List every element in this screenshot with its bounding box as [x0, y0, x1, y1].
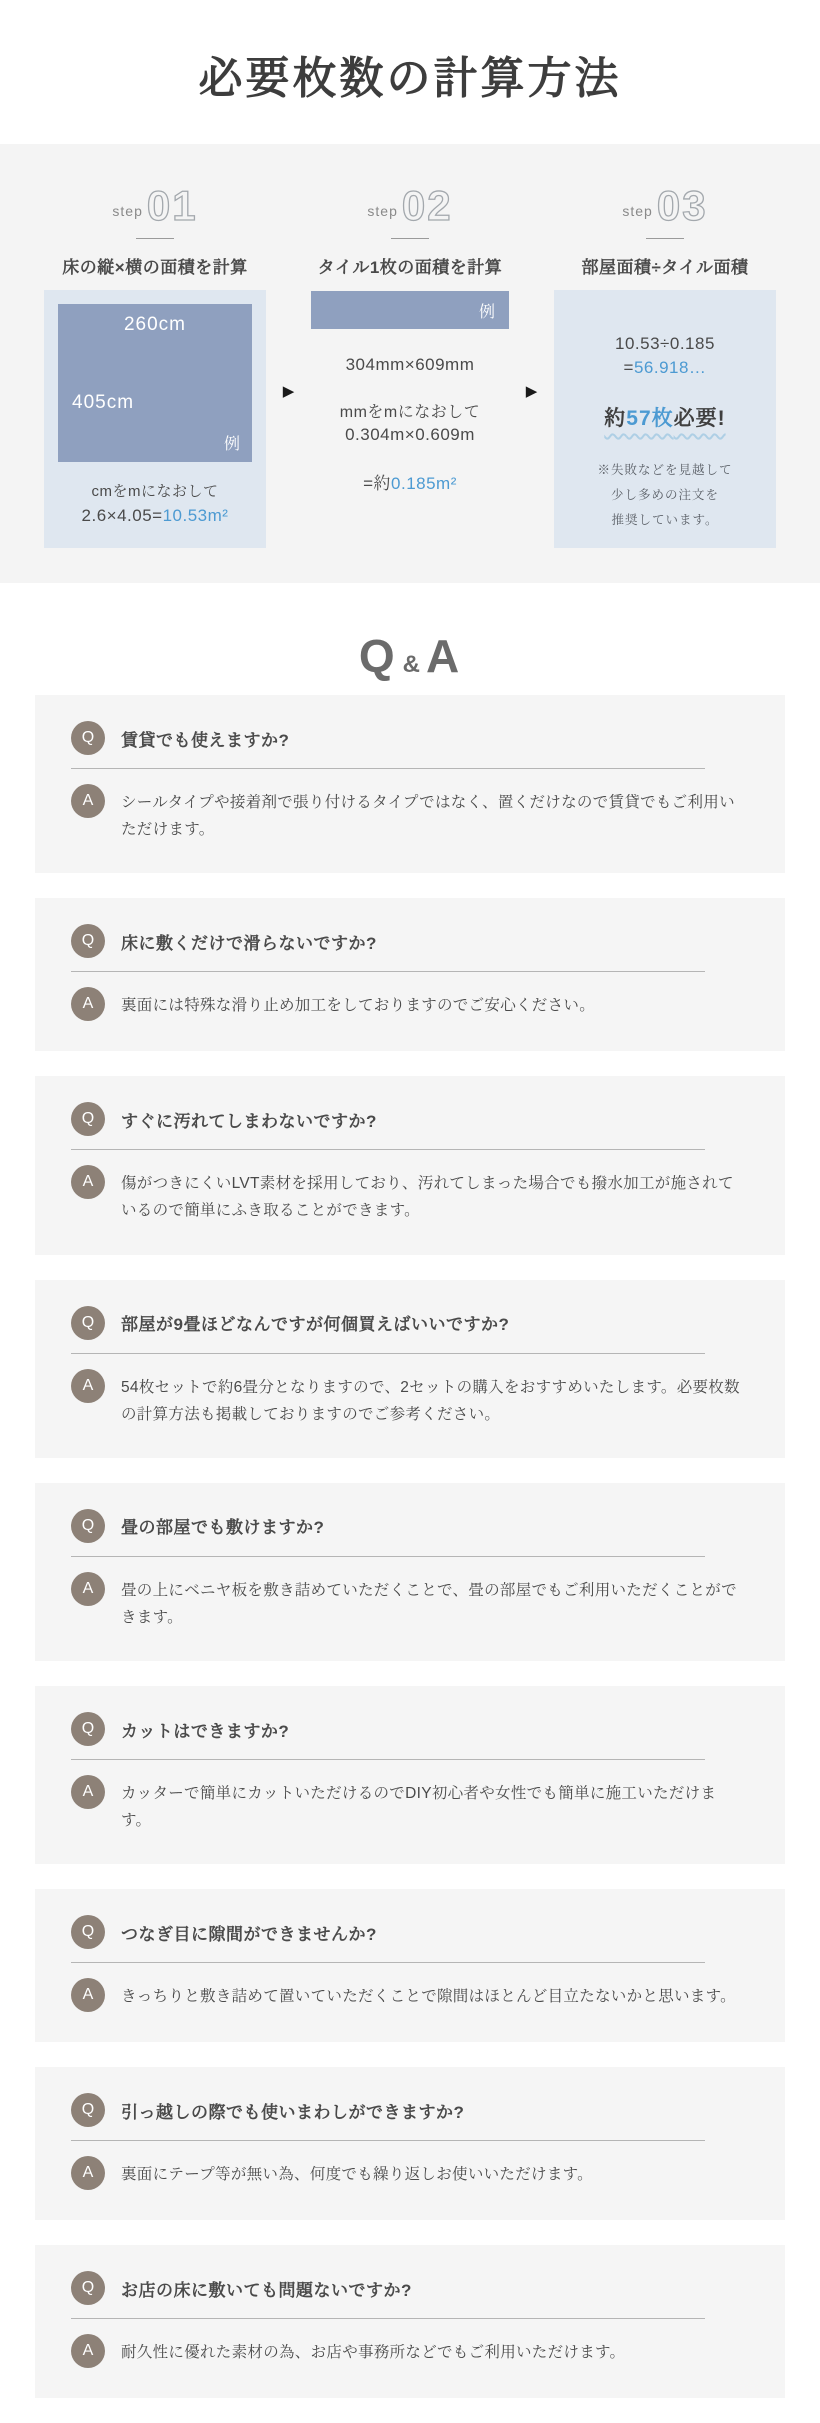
qa-divider — [71, 2140, 705, 2141]
qa-divider — [71, 1556, 705, 1557]
result-value: 56.918… — [633, 358, 707, 377]
a-badge: A — [71, 1978, 105, 2012]
qa-divider — [71, 971, 705, 972]
qa-card — [35, 1483, 785, 1661]
conclusion-suffix: 必要! — [673, 407, 726, 430]
step-02-note: mmをmになおして — [339, 404, 481, 421]
qa-question-text: カットはできますか? — [121, 1721, 290, 1741]
a-badge: A — [71, 1775, 105, 1809]
qa-question-text: 引っ越しの際でも使いまわしができますか? — [121, 2102, 465, 2122]
division-result — [562, 358, 768, 378]
qa-answer-row — [71, 784, 741, 843]
order-recommendation-note — [562, 458, 768, 533]
qa-answer-row — [71, 1369, 741, 1428]
qa-answer-row — [71, 1572, 741, 1631]
step-02-header — [311, 182, 509, 230]
a-badge: A — [71, 1572, 105, 1606]
required-count: 57枚 — [626, 407, 674, 430]
step-03-column — [554, 182, 776, 548]
q-badge: Q — [71, 1915, 105, 1949]
calc-result-value: 0.185m² — [391, 474, 457, 493]
step-02-calculation — [311, 469, 509, 494]
note-line: ※失敗などを見越して — [597, 463, 733, 477]
qa-card — [35, 1686, 785, 1864]
step-word: step — [367, 203, 398, 219]
qa-answer-text: 畳の上にベニヤ板を敷き詰めていただくことで、畳の部屋でもご利用いただくことができます。 — [121, 1581, 737, 1626]
step-number: 03 — [656, 182, 708, 229]
qa-question-row — [71, 2093, 741, 2127]
qa-question-row — [71, 1102, 741, 1136]
qa-question-row — [71, 1509, 741, 1543]
qa-answer-row — [71, 1775, 741, 1834]
qa-title-q: Q — [358, 630, 397, 682]
qa-title-a: A — [425, 630, 462, 682]
step-03-header — [554, 182, 776, 230]
floor-diagram — [58, 304, 252, 462]
qa-card — [35, 2067, 785, 2220]
step-word: step — [622, 203, 653, 219]
qa-question-text: すぐに汚れてしまわないですか? — [121, 1111, 377, 1131]
qa-question-row — [71, 1712, 741, 1746]
calc-expression: =約 — [363, 474, 392, 493]
example-label: 例 — [478, 303, 495, 321]
qa-question-row — [71, 1915, 741, 1949]
qa-answer-row — [71, 1978, 741, 2012]
qa-answer-text: 裏面には特殊な滑り止め加工をしておりますのでご安心ください。 — [121, 997, 596, 1015]
qa-answer-text: 耐久性に優れた素材の為、お店や事務所などでもご利用いただけます。 — [121, 2344, 626, 2362]
step-01-header — [44, 182, 266, 230]
q-badge: Q — [71, 2093, 105, 2127]
qa-title-ampersand: & — [402, 651, 420, 678]
floor-height-label: 405cm — [72, 392, 135, 413]
tile-size-m: 0.304m×0.609m — [345, 425, 475, 444]
qa-card — [35, 1889, 785, 2042]
qa-answer-row — [71, 1165, 741, 1224]
qa-card — [35, 695, 785, 873]
q-badge: Q — [71, 1306, 105, 1340]
qa-answer-row — [71, 987, 741, 1021]
step-02-title: タイル1枚の面積を計算 — [317, 258, 503, 277]
floor-width-label: 260cm — [123, 314, 187, 335]
note-line: 少し多めの注文を — [610, 488, 719, 502]
qa-question-text: つなぎ目に隙間ができませんか? — [121, 1924, 377, 1944]
qa-question-row — [71, 721, 741, 755]
qa-section-title — [0, 629, 820, 685]
a-badge: A — [71, 987, 105, 1021]
calc-result-value: 10.53m² — [162, 506, 229, 525]
calculation-steps-section — [0, 144, 820, 583]
qa-question-row — [71, 1306, 741, 1340]
qa-divider — [71, 2318, 705, 2319]
equals-sign: = — [623, 358, 634, 377]
qa-divider — [71, 1353, 705, 1354]
step-number: 01 — [146, 182, 198, 229]
tile-diagram — [311, 291, 509, 329]
qa-answer-text: きっちりと敷き詰めて置いていただくことで隙間はほとんど目立たないかと思います。 — [121, 1988, 736, 2006]
qa-list — [0, 695, 820, 2398]
conclusion-text — [604, 402, 725, 432]
qa-card — [35, 2245, 785, 2398]
step-number: 02 — [401, 182, 453, 229]
example-label: 例 — [223, 436, 240, 453]
arrow-right-icon: ▶ — [282, 383, 295, 400]
step-01-calculation — [58, 506, 252, 526]
q-badge: Q — [71, 924, 105, 958]
tile-size-mm: 304mm×609mm — [345, 355, 475, 374]
step-01-column — [44, 182, 266, 548]
step-01-title: 床の縦×横の面積を計算 — [62, 258, 248, 277]
qa-divider — [71, 1149, 705, 1150]
qa-answer-text: 54枚セットで約6畳分となりますので、2セットの購入をおすすめいたします。必要枚数の計算方法も掲載しておりますのでご参考ください。 — [121, 1378, 740, 1423]
a-badge: A — [71, 1369, 105, 1403]
qa-card — [35, 1076, 785, 1254]
q-badge: Q — [71, 2271, 105, 2305]
division-expression: 10.53÷0.185 — [615, 334, 715, 353]
floor-example-panel — [44, 290, 266, 548]
qa-divider — [71, 768, 705, 769]
qa-question-text: 賃貸でも使えますか? — [121, 730, 290, 750]
step-03-title: 部屋面積÷タイル面積 — [581, 258, 749, 277]
q-badge: Q — [71, 1712, 105, 1746]
qa-question-text: 部屋が9畳ほどなんですが何個買えばいいですか? — [121, 1315, 510, 1334]
qa-answer-text: カッターで簡単にカットいただけるのでDIY初心者や女性でも簡単に施工いただけます。 — [121, 1785, 717, 1830]
page-title: 必要枚数の計算方法 — [198, 54, 622, 103]
a-badge: A — [71, 784, 105, 818]
qa-question-text: 床に敷くだけで滑らないですか? — [121, 933, 377, 953]
q-badge: Q — [71, 1509, 105, 1543]
a-badge: A — [71, 2334, 105, 2368]
qa-question-row — [71, 2271, 741, 2305]
qa-question-row — [71, 924, 741, 958]
step-divider — [136, 238, 174, 239]
conclusion-prefix: 約 — [604, 407, 627, 430]
qa-divider — [71, 1962, 705, 1963]
q-badge: Q — [71, 721, 105, 755]
step-divider — [391, 238, 429, 239]
qa-answer-text: シールタイプや接着剤で張り付けるタイプではなく、置くだけなので賃貸でもご利用いただけます。 — [121, 794, 735, 839]
qa-answer-text: 裏面にテープ等が無い為、何度でも繰り返しお使いいただけます。 — [121, 2166, 593, 2184]
qa-answer-row — [71, 2334, 741, 2368]
note-line: 推奨しています。 — [611, 513, 719, 527]
qa-question-text: お店の床に敷いても問題ないですか? — [121, 2280, 412, 2300]
step-divider — [646, 238, 684, 239]
qa-question-text: 畳の部屋でも敷けますか? — [121, 1518, 325, 1538]
qa-divider — [71, 1759, 705, 1760]
step-02-column — [311, 182, 509, 494]
qa-answer-text: 傷がつきにくいLVT素材を採用しており、汚れてしまった場合でも撥水加工が施されているので簡単にふき取ることができます。 — [121, 1175, 734, 1220]
calc-expression: 2.6×4.05= — [81, 506, 163, 525]
qa-card — [35, 1280, 785, 1458]
qa-answer-row — [71, 2156, 741, 2190]
arrow-right-icon: ▶ — [525, 383, 538, 400]
step-word: step — [112, 203, 143, 219]
step-01-note: cmをmになおして — [91, 483, 219, 500]
qa-card — [35, 898, 785, 1051]
a-badge: A — [71, 2156, 105, 2190]
result-panel — [554, 290, 776, 548]
q-badge: Q — [71, 1102, 105, 1136]
a-badge: A — [71, 1165, 105, 1199]
